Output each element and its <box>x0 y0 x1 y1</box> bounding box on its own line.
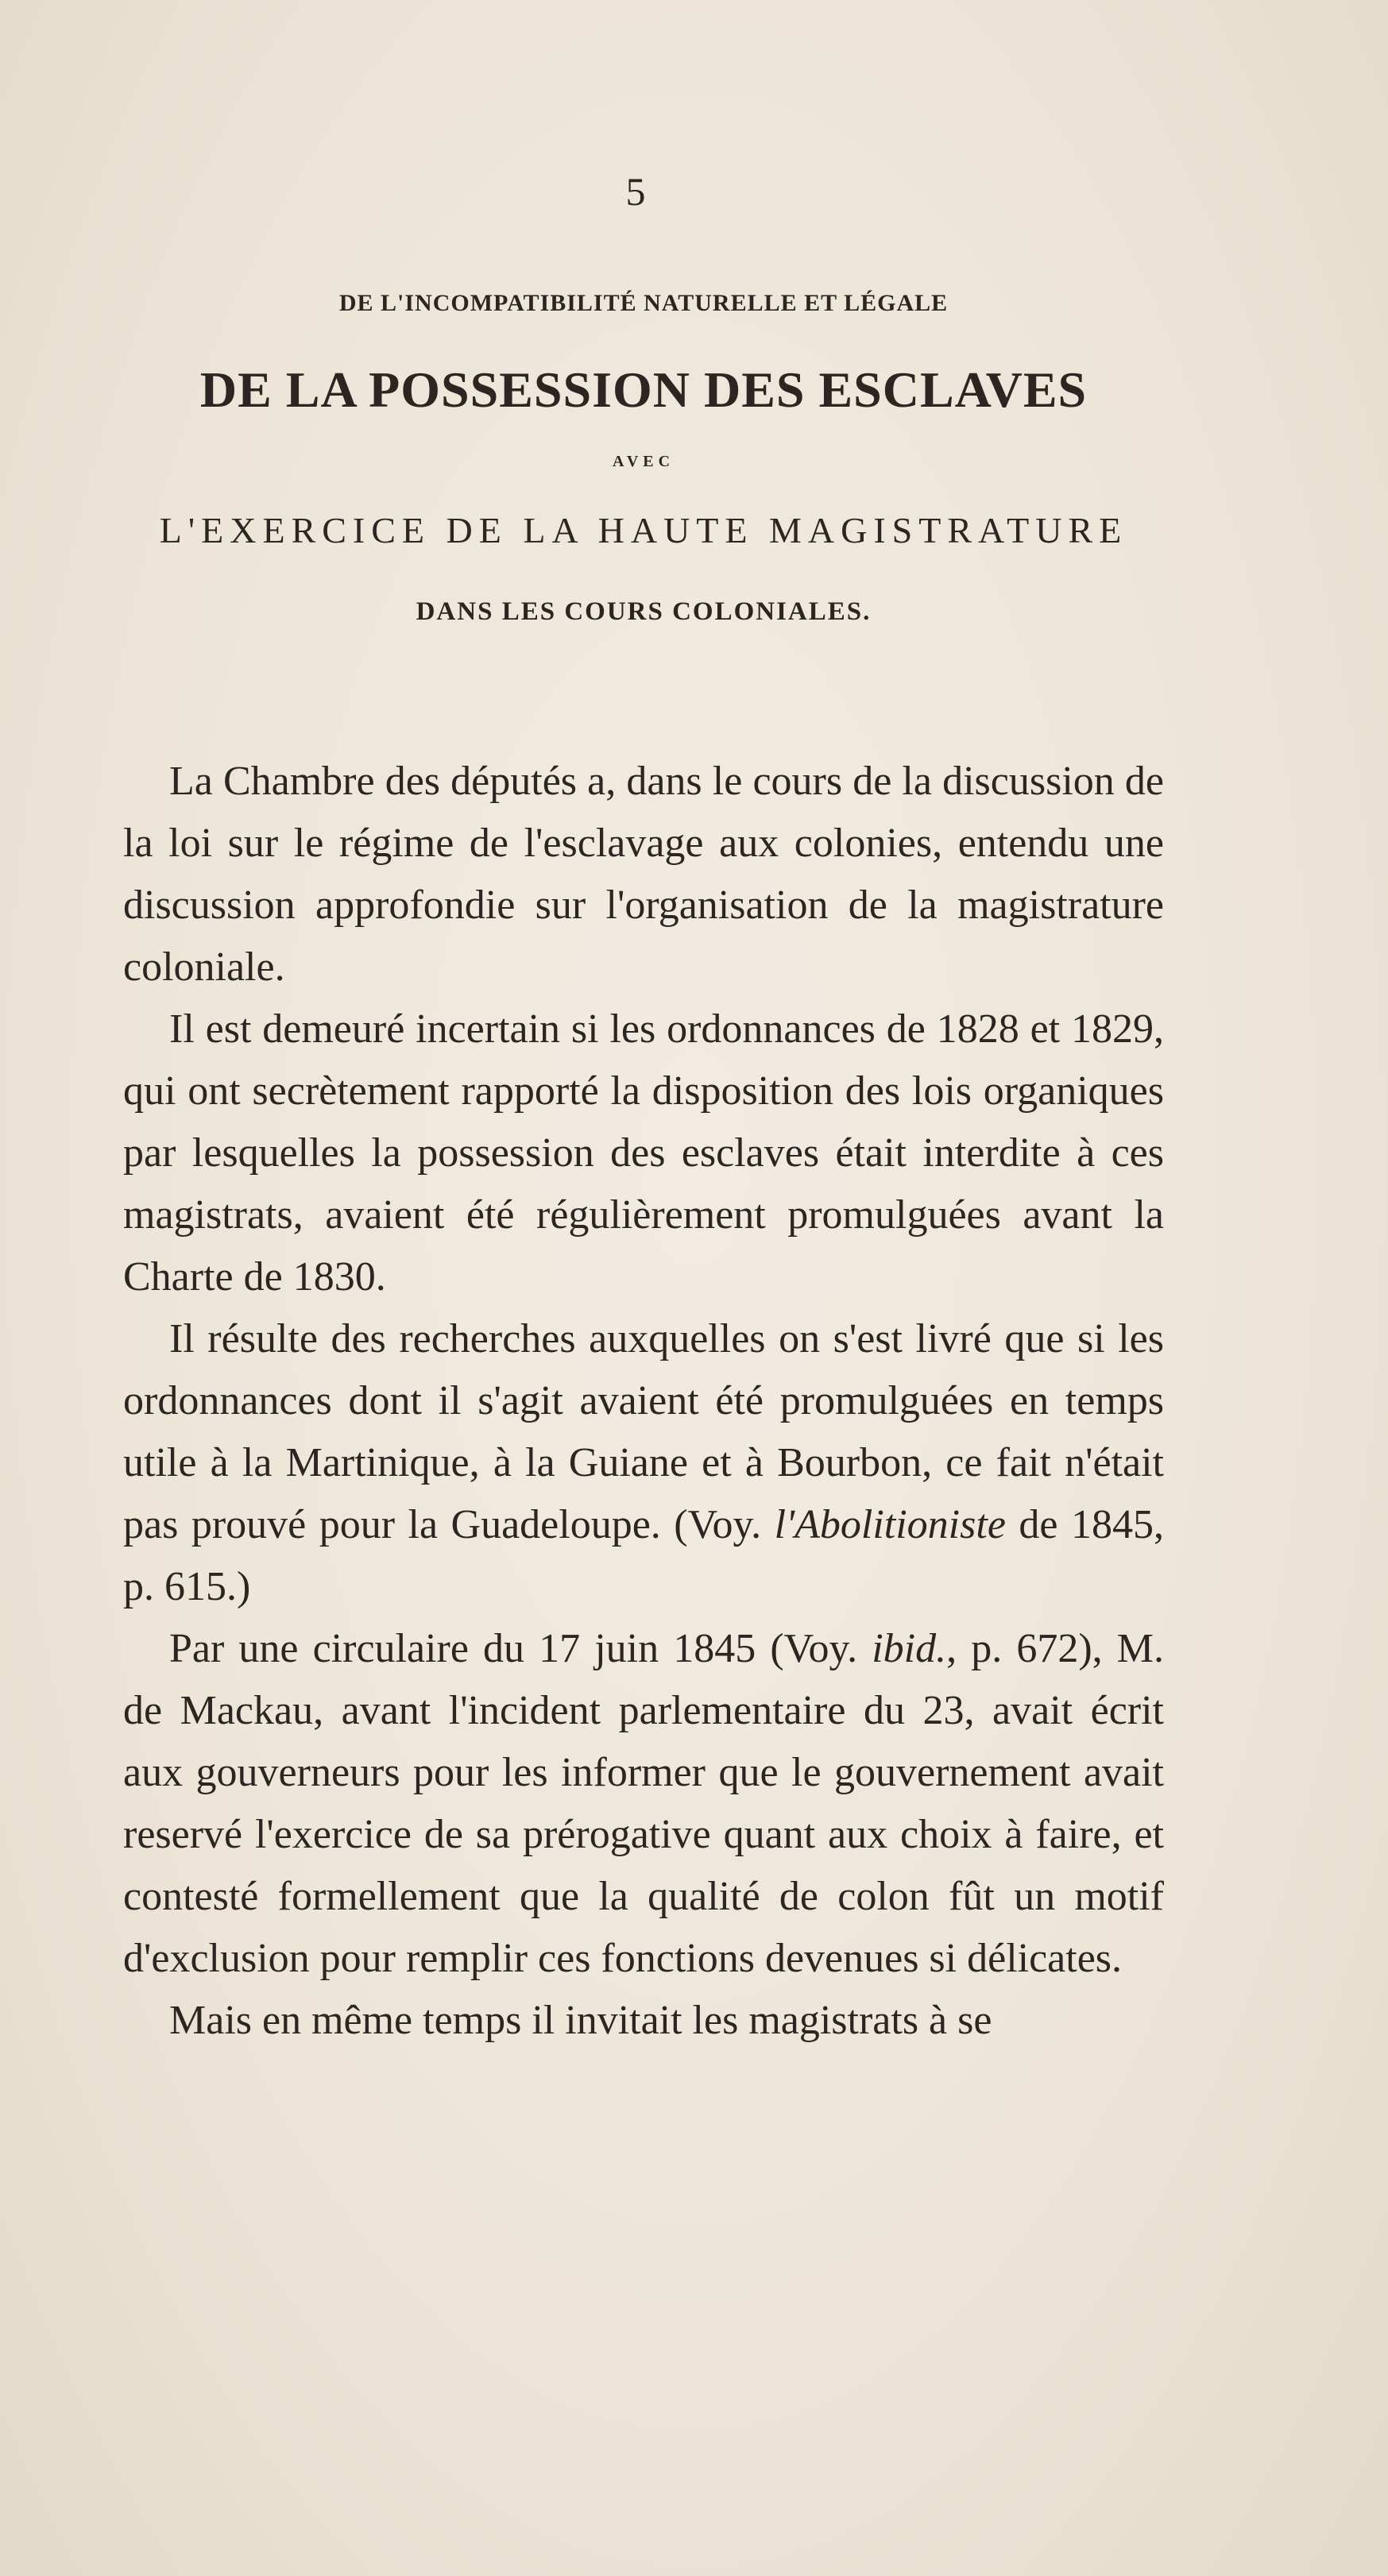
paragraph-3-reference: l'Abolitioniste <box>774 1502 1006 1547</box>
paragraph-4-text-end: , p. 672), M. de Mackau, avant l'incident parlementaire du 23, avait écrit aux gouverneurs pour les informer que le gouvernement avait reservé l'exercice de sa prérogative quant aux choix à faire, et contesté formellement que la qualité de colon fût un motif d'exclusion pour remplir ces fonctions devenues si délicates. <box>123 1626 1164 1981</box>
chapter-header <box>0 290 1287 627</box>
header-line-1: DE L'INCOMPATIBILITÉ NATURELLE ET LÉGALE <box>338 290 949 316</box>
paragraph-3-text-start: Il résulte des recherches auxquelles on s'est livré que si les ordonnances dont il s'agit avaient été promulguées en temps utile à la Martinique, à la Guiane et à Bourbon, ce fait n'était pas prouvé pour la Guadeloupe. (Voy. <box>123 1316 1164 1547</box>
chapter-title: DE LA POSSESSION DES ESCLAVES <box>199 361 1088 418</box>
body-text <box>123 751 1164 2052</box>
paragraph-2: Il est demeuré incertain si les ordonnances de 1828 et 1829, qui ont secrètement rapporté la disposition des lois organiques par lesquelles la possession des esclaves était interdite à ces magistrats, avaient été régulièrement promulguées avant la Charte de 1830. <box>123 1006 1164 1300</box>
paragraph-3-text-end: de 1845, p. 615.) <box>123 1502 1164 1609</box>
paragraph-4-reference: ibid. <box>872 1626 947 1671</box>
paragraph-4-text-start: Par une circulaire du 17 juin 1845 (Voy. <box>169 1626 872 1671</box>
page-number: 5 <box>625 169 646 214</box>
paragraph-4 <box>123 1618 1164 1990</box>
header-line-3: DANS LES COURS COLONIALES. <box>416 597 872 626</box>
paragraph-5: Mais en même temps il invitait les magistrats à se <box>169 1998 992 2043</box>
paragraph-3 <box>123 1308 1164 1618</box>
header-line-2: L'EXERCICE DE LA HAUTE MAGISTRATURE <box>159 510 1128 550</box>
header-avec: AVEC <box>612 453 675 470</box>
paragraph-1: La Chambre des députés a, dans le cours de la discussion de la loi sur le régime de l'esclavage aux colonies, entendu une discussion approfondie sur l'organisation de la magistrature coloniale. <box>123 759 1164 990</box>
